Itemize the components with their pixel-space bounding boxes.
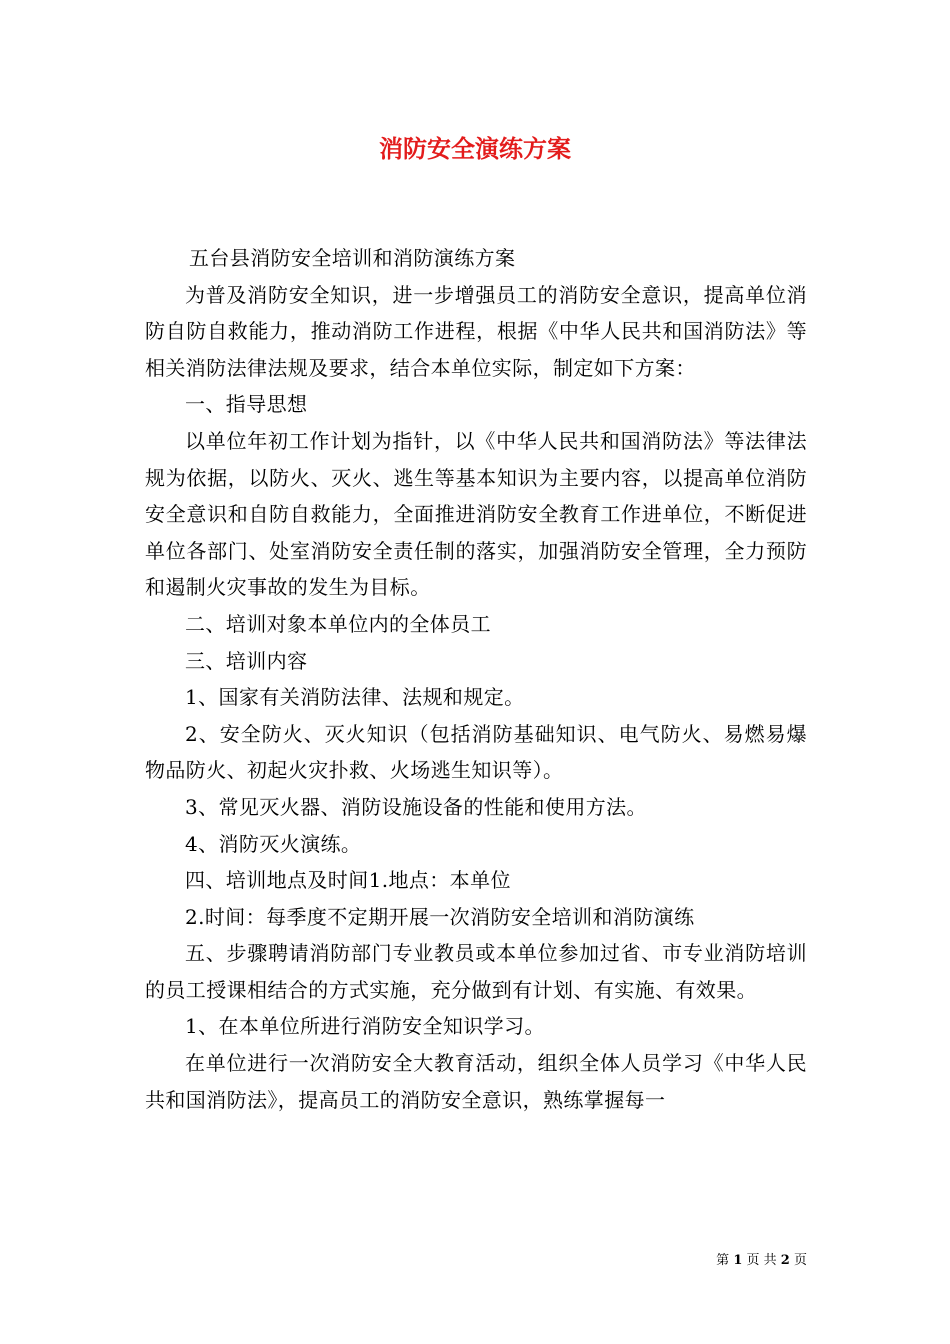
footer-prefix: 第 xyxy=(716,1253,730,1268)
list-item: 2、安全防火、灭火知识（包括消防基础知识、电气防火、易燃易爆物品防火、初起火灾扑救、火场逃生知识等）。 xyxy=(145,721,807,783)
document-title: 消防安全演练方案 xyxy=(379,134,571,163)
paragraph: 在单位进行一次消防安全大教育活动，组织全体人员学习《中华人民共和国消防法》，提高员工的消防安全意识，熟练掌握每一 xyxy=(145,1051,807,1112)
footer-middle: 页 共 xyxy=(746,1253,777,1268)
total-pages-number: 2 xyxy=(780,1253,790,1268)
document-body xyxy=(145,240,807,1118)
paragraph: 为普及消防安全知识，进一步增强员工的消防安全意识，提高单位消防自防自救能力，推动消防工作进程，根据《中华人民共和国消防法》等相关消防法律法规及要求，结合本单位实际，制定如下方案： xyxy=(145,282,807,380)
paragraph: 2.时间：每季度不定期开展一次消防安全培训和消防演练 xyxy=(185,904,695,929)
list-item: 1、在本单位所进行消防安全知识学习。 xyxy=(185,1014,545,1039)
paragraph: 以单位年初工作计划为指针，以《中华人民共和国消防法》等法律法规为依据，以防火、灭火、逃生等基本知识为主要内容，以提高单位消防安全意识和自防自救能力，全面推进消防安全教育工作进单位，不断促进单位各部门、处室消防安全责任制的落实，加强消防安全管理，全力预防和遏制火灾事故的发生为目标。 xyxy=(145,428,807,600)
footer-suffix: 页 xyxy=(793,1253,807,1268)
paragraph: 五台县消防安全培训和消防演练方案 xyxy=(189,246,516,270)
paragraph: 五、步骤聘请消防部门专业教员或本单位参加过省、市专业消防培训的员工授课相结合的方式实施，充分做到有计划、有实施、有效果。 xyxy=(145,941,807,1002)
section-heading: 二、培训对象本单位内的全体员工 xyxy=(185,611,491,636)
page-number-footer xyxy=(716,1252,807,1270)
list-item: 1、国家有关消防法律、法规和规定。 xyxy=(185,685,525,710)
section-heading: 一、指导思想 xyxy=(185,392,308,417)
list-item: 4、消防灭火演练。 xyxy=(185,831,362,856)
current-page-number: 1 xyxy=(733,1253,743,1268)
section-heading: 四、培训地点及时间1.地点：本单位 xyxy=(185,868,511,893)
list-item: 3、常见灭火器、消防设施设备的性能和使用方法。 xyxy=(185,794,647,819)
section-heading: 三、培训内容 xyxy=(185,648,308,673)
